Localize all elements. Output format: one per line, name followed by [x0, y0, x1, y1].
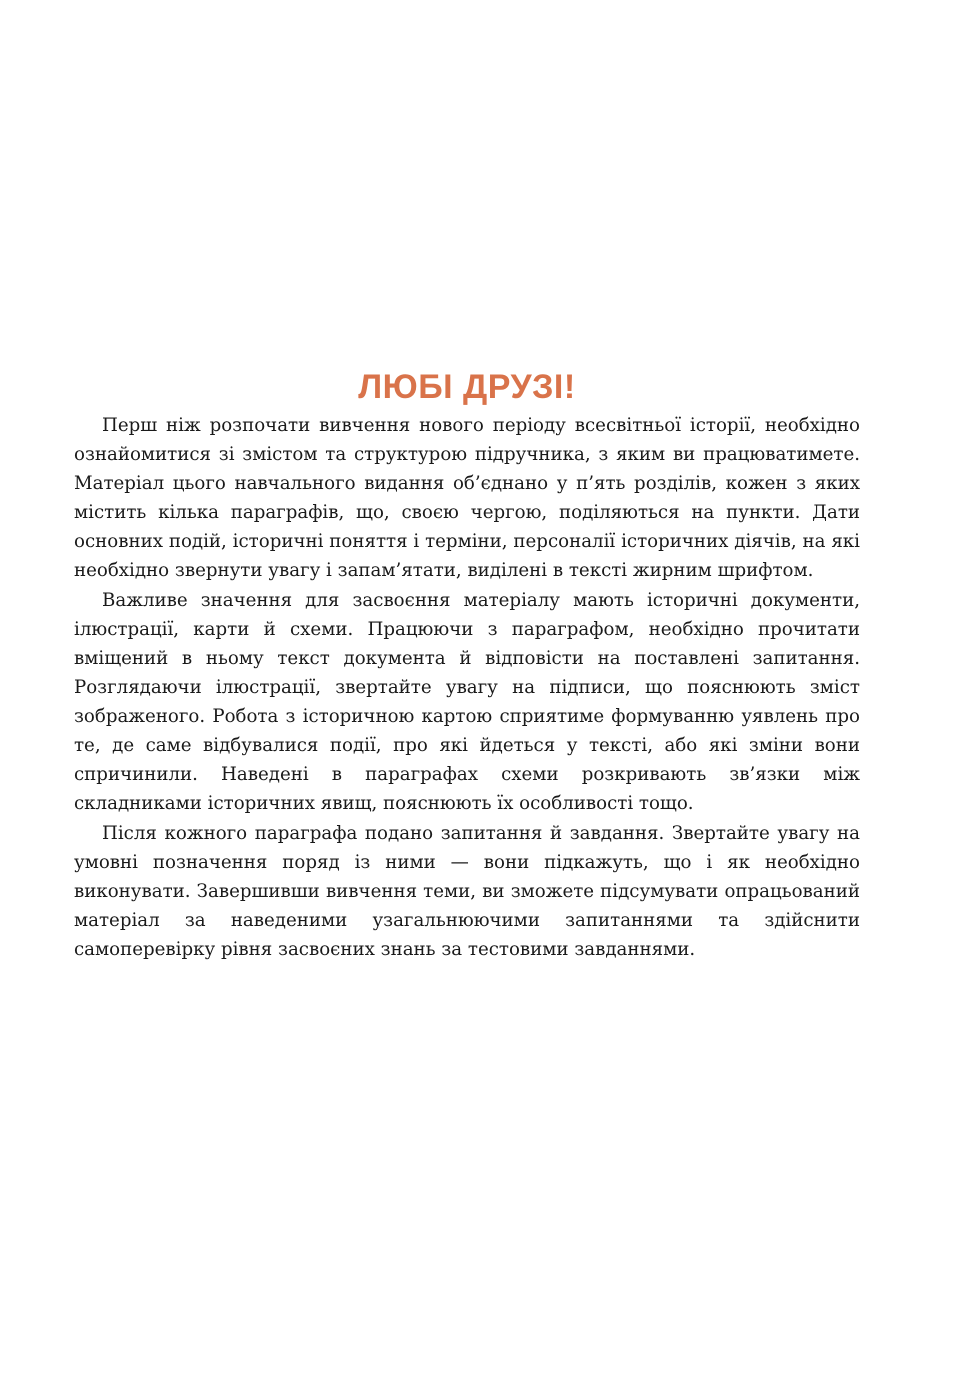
paragraph-documents: Важливе значення для засвоєння матеріалу мають історичні документи, ілюстрації, карти й схеми. Працюючи з параграфом, необхідно прочитати вміщений в ньому текст документа й відповісти на поставлені запитання. Розглядаючи ілюстрації, звертайте увагу на підписи, що пояснюють зміст зображеного. Робота з історичною картою сприятиме формуванню уявлень про те, де саме відбувалися події, про які йдеться у тексті, або які зміни вони спричинили. Наведені в параграфах схеми розкривають зв’язки між складниками історичних явищ, пояснюють їх особливості тощо.: [74, 590, 860, 814]
document-page: [74, 367, 860, 964]
paragraph-questions: Після кожного параграфа подано запитання й завдання. Звертайте увагу на умовні позначення поряд із ними — вони підкажуть, що і як необхідно виконувати. Завершивши вивчення теми, ви зможете підсумувати опрацьований матеріал за наведеними узагальнюючими запитаннями та здійснити самоперевірку рівня засвоєних знань за тестовими завданнями.: [74, 823, 860, 960]
paragraph-intro: Перш ніж розпочати вивчення нового періоду всесвітньої історії, необхідно ознайомитися зі змістом та структурою підручника, з яким ви працюватимете. Матеріал цього навчального видання об’єднано у п’ять розділів, кожен з яких містить кілька параграфів, що, своєю чергою, поділяються на пункти. Дати основних подій, історичні поняття і терміни, персоналії історичних діячів, на які необхідно звернути увагу і запам’ятати, виділені в тексті жирним шрифтом.: [74, 415, 860, 581]
page-title: ЛЮБІ ДРУЗІ!: [358, 368, 576, 406]
